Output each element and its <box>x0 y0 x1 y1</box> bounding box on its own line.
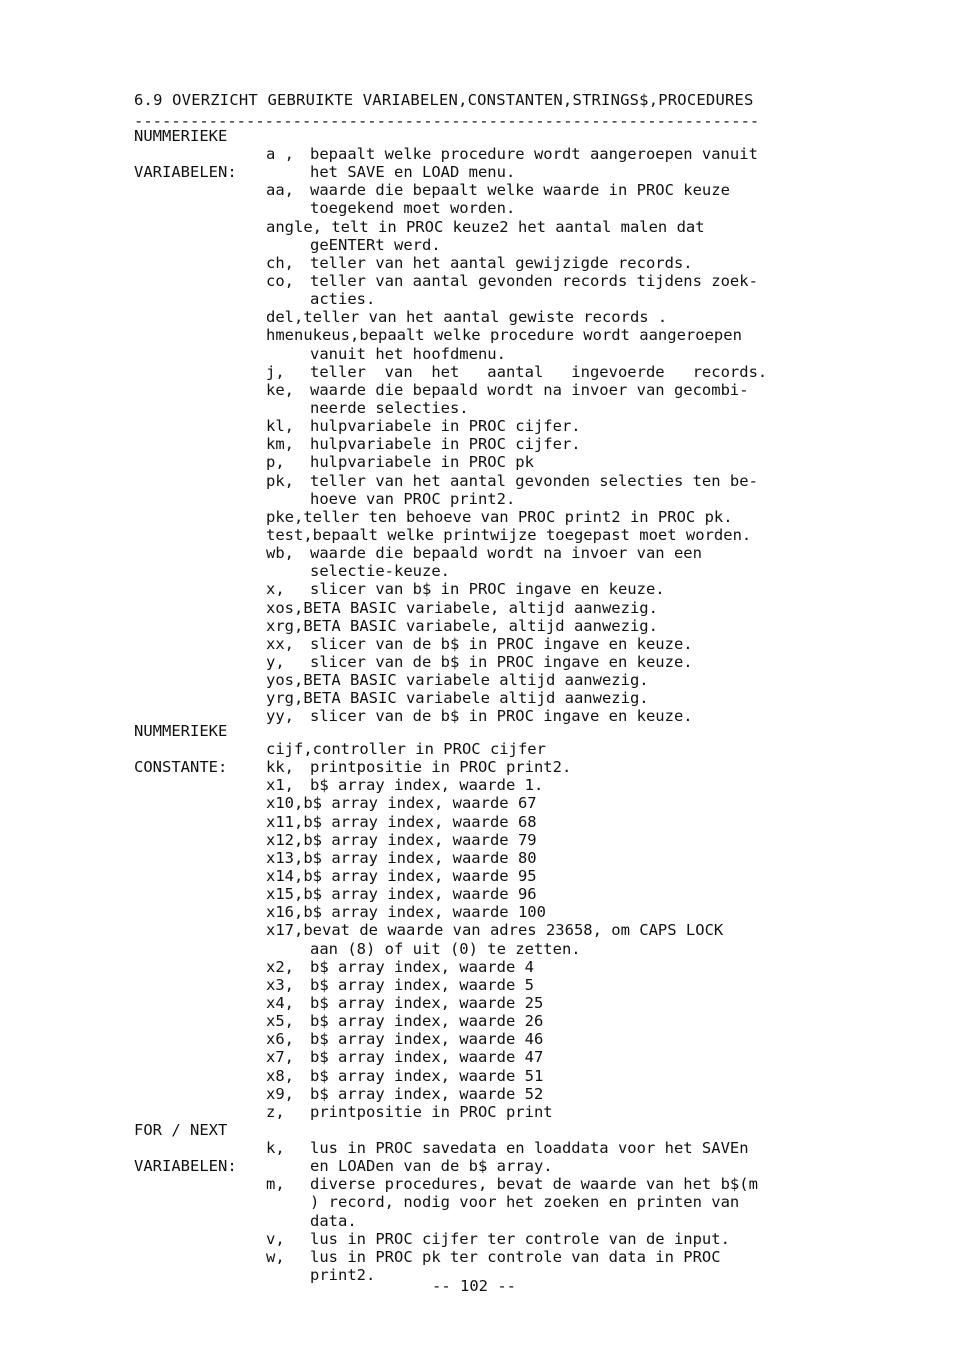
entry-description: waarde die bepaald wordt na invoer van gecombi- <box>310 380 749 399</box>
entry-line <box>0 635 970 653</box>
entry-line <box>0 435 970 453</box>
entry-line <box>0 776 970 794</box>
entry-description: teller van het aantal ingevoerde records. <box>310 362 768 381</box>
entry-line <box>0 1103 970 1121</box>
entry-line <box>0 940 970 958</box>
entry-name: pke,teller ten behoeve van PROC print2 in PROC pk. <box>266 507 733 526</box>
entry-description: b$ array index, waarde 4 <box>310 957 534 976</box>
entry-line <box>0 1085 970 1103</box>
entry-description: bepaalt welke procedure wordt aangeroepen vanuit <box>310 145 758 163</box>
entry-description: hulpvariabele in PROC cijfer. <box>310 435 581 454</box>
entry-name: yy, <box>266 707 294 726</box>
entry-description: hulpvariabele in PROC cijfer. <box>310 417 581 436</box>
entry-description: selectie-keuze. <box>310 562 450 581</box>
entry-line <box>0 236 970 254</box>
entry-name: co, <box>266 271 294 290</box>
entry-name: a , <box>266 145 294 163</box>
entry-line <box>0 508 970 526</box>
page-number: -- 102 -- <box>432 1277 516 1295</box>
entry-line <box>0 163 970 181</box>
entry-name: x, <box>266 580 285 599</box>
section-label: VARIABELEN: <box>134 163 237 182</box>
entry-line <box>0 1193 970 1211</box>
entry-line <box>0 849 970 867</box>
entry-description: slicer van de b$ in PROC ingave en keuze. <box>310 652 693 671</box>
entry-name: x13,b$ array index, waarde 80 <box>266 848 537 867</box>
entry-name: v, <box>266 1229 285 1248</box>
entry-description: lus in PROC savedata en loaddata voor het SAVEn <box>310 1139 749 1157</box>
entry-line <box>0 417 970 435</box>
entry-name: x16,b$ array index, waarde 100 <box>266 903 546 922</box>
section-numeric-variables <box>0 126 970 726</box>
entry-description: geENTERt werd. <box>310 235 441 254</box>
entry-name: kl, <box>266 417 294 436</box>
entry-line <box>0 976 970 994</box>
entry-name: cijf,controller in PROC cijfer <box>266 740 546 758</box>
entry-description: b$ array index, waarde 46 <box>310 1030 544 1049</box>
entry-description: vanuit het hoofdmenu. <box>310 344 506 363</box>
entry-line <box>0 1030 970 1048</box>
entry-name: xos,BETA BASIC variabele, altijd aanwezig. <box>266 598 658 617</box>
entry-name: yrg,BETA BASIC variabele altijd aanwezig. <box>266 689 649 708</box>
entry-line <box>0 721 970 758</box>
entry-description: aan (8) of uit (0) te zetten. <box>310 939 581 958</box>
entry-line <box>0 290 970 308</box>
entry-name: ch, <box>266 253 294 272</box>
entry-name: pk, <box>266 471 294 490</box>
entry-description: b$ array index, waarde 1. <box>310 776 544 795</box>
section-for-next-variables <box>0 1120 970 1284</box>
entry-line <box>0 599 970 617</box>
entry-name: x10,b$ array index, waarde 67 <box>266 794 537 813</box>
entry-line <box>0 199 970 217</box>
section-title: 6.9 OVERZICHT GEBRUIKTE VARIABELEN,CONSTANTEN,STRINGS$,PROCEDURES <box>134 91 754 109</box>
entry-line <box>0 345 970 363</box>
entry-name: p, <box>266 453 285 472</box>
entry-name: x12,b$ array index, waarde 79 <box>266 830 537 849</box>
entry-description: neerde selecties. <box>310 398 469 417</box>
entry-line <box>0 1212 970 1230</box>
entry-name: hmenukeus,bepaalt welke procedure wordt aangeroepen <box>266 326 742 345</box>
entry-line <box>0 544 970 562</box>
entry-line <box>0 689 970 707</box>
entry-name: yos,BETA BASIC variabele altijd aanwezig. <box>266 671 649 690</box>
entry-name: z, <box>266 1102 285 1121</box>
entry-description: b$ array index, waarde 47 <box>310 1048 544 1067</box>
entry-description: teller van aantal gevonden records tijdens zoek- <box>310 271 758 290</box>
entry-description: teller van het aantal gewijzigde records. <box>310 253 693 272</box>
entry-description: slicer van de b$ in PROC ingave en keuze. <box>310 634 693 653</box>
entry-name: x3, <box>266 975 294 994</box>
entry-line <box>0 490 970 508</box>
entry-line <box>0 580 970 598</box>
entry-description: printpositie in PROC print2. <box>310 758 572 777</box>
entry-name: x1, <box>266 776 294 795</box>
entry-name: angle, telt in PROC keuze2 het aantal malen dat <box>266 217 705 236</box>
entry-line <box>0 453 970 471</box>
entry-name: y, <box>266 652 285 671</box>
entry-description: b$ array index, waarde 26 <box>310 1012 544 1031</box>
entry-description: waarde die bepaald wordt na invoer van een <box>310 544 702 563</box>
entry-line <box>0 831 970 849</box>
entry-line <box>0 363 970 381</box>
entry-line <box>0 617 970 635</box>
entry-description: slicer van b$ in PROC ingave en keuze. <box>310 580 665 599</box>
entry-name: x7, <box>266 1048 294 1067</box>
entry-name: xx, <box>266 634 294 653</box>
section-numeric-constants <box>0 721 970 1121</box>
entry-name: x6, <box>266 1030 294 1049</box>
entry-description: acties. <box>310 290 376 309</box>
entry-description: teller van het aantal gevonden selecties ten be- <box>310 471 758 490</box>
entry-name: ke, <box>266 380 294 399</box>
entry-line <box>0 921 970 939</box>
entry-description: b$ array index, waarde 52 <box>310 1084 544 1103</box>
entry-line <box>0 472 970 490</box>
entry-name: x17,bevat de waarde van adres 23658, om CAPS LOCK <box>266 921 724 940</box>
title-rule: ------------------------------------------------------------------- <box>134 112 760 130</box>
entry-line <box>0 381 970 399</box>
entry-name: aa, <box>266 181 294 200</box>
entry-description: b$ array index, waarde 5 <box>310 975 534 994</box>
entry-line <box>0 903 970 921</box>
entry-description: b$ array index, waarde 51 <box>310 1066 544 1085</box>
entry-line <box>0 1175 970 1193</box>
entry-line <box>0 813 970 831</box>
section-label: CONSTANTE: <box>134 758 228 777</box>
entry-name: x8, <box>266 1066 294 1085</box>
section-label: NUMMERIEKE <box>134 721 228 740</box>
section-label: FOR / NEXT <box>134 1120 228 1139</box>
entry-name: w, <box>266 1247 285 1266</box>
entry-name: j, <box>266 362 285 381</box>
entry-line <box>0 526 970 544</box>
entry-line <box>0 1120 970 1157</box>
section-label: VARIABELEN: <box>134 1157 237 1176</box>
entry-name: test,bepaalt welke printwijze toegepast moet worden. <box>266 525 752 544</box>
entry-description: en LOADen van de b$ array. <box>310 1157 553 1176</box>
entry-name: k, <box>266 1139 285 1157</box>
entry-line <box>0 562 970 580</box>
entry-line <box>0 885 970 903</box>
entry-description: waarde die bepaalt welke waarde in PROC keuze <box>310 181 730 200</box>
entry-line <box>0 958 970 976</box>
entry-description: hulpvariabele in PROC pk <box>310 453 534 472</box>
entry-line <box>0 399 970 417</box>
entry-description: het SAVE en LOAD menu. <box>310 163 516 182</box>
entry-description: print2. <box>310 1265 376 1284</box>
entry-line <box>0 126 970 163</box>
entry-line <box>0 671 970 689</box>
entry-line <box>0 326 970 344</box>
entry-name: x2, <box>266 957 294 976</box>
entry-name: x9, <box>266 1084 294 1103</box>
entry-line <box>0 1067 970 1085</box>
entry-name: xrg,BETA BASIC variabele, altijd aanwezig. <box>266 616 658 635</box>
entry-line <box>0 272 970 290</box>
entry-name: x15,b$ array index, waarde 96 <box>266 885 537 904</box>
entry-description: printpositie in PROC print <box>310 1102 553 1121</box>
entry-line <box>0 218 970 236</box>
entry-line <box>0 254 970 272</box>
entry-name: wb, <box>266 544 294 563</box>
entry-line <box>0 653 970 671</box>
entry-line <box>0 181 970 199</box>
entry-description: lus in PROC cijfer ter controle van de input. <box>310 1229 730 1248</box>
entry-description: toegekend moet worden. <box>310 199 516 218</box>
entry-line <box>0 794 970 812</box>
entry-description: slicer van de b$ in PROC ingave en keuze. <box>310 707 693 726</box>
entry-name: km, <box>266 435 294 454</box>
entry-name: kk, <box>266 758 294 777</box>
entry-line <box>0 758 970 776</box>
entry-description: hoeve van PROC print2. <box>310 489 516 508</box>
section-label: NUMMERIEKE <box>134 126 228 145</box>
entry-line <box>0 1048 970 1066</box>
entry-line <box>0 1157 970 1175</box>
entry-description: ) record, nodig voor het zoeken en printen van <box>310 1193 740 1212</box>
entry-name: x5, <box>266 1012 294 1031</box>
entry-name: m, <box>266 1175 285 1194</box>
entry-name: del,teller van het aantal gewiste records . <box>266 308 668 327</box>
entry-description: data. <box>310 1211 357 1230</box>
entry-line <box>0 994 970 1012</box>
entry-description: lus in PROC pk ter controle van data in PROC <box>310 1247 721 1266</box>
entry-description: b$ array index, waarde 25 <box>310 993 544 1012</box>
entry-description: diverse procedures, bevat de waarde van het b$(m <box>310 1175 758 1194</box>
entry-line <box>0 1230 970 1248</box>
entry-line <box>0 1248 970 1266</box>
entry-name: x11,b$ array index, waarde 68 <box>266 812 537 831</box>
entry-line <box>0 1012 970 1030</box>
entry-name: x14,b$ array index, waarde 95 <box>266 866 537 885</box>
entry-line <box>0 867 970 885</box>
entry-line <box>0 308 970 326</box>
entry-name: x4, <box>266 993 294 1012</box>
